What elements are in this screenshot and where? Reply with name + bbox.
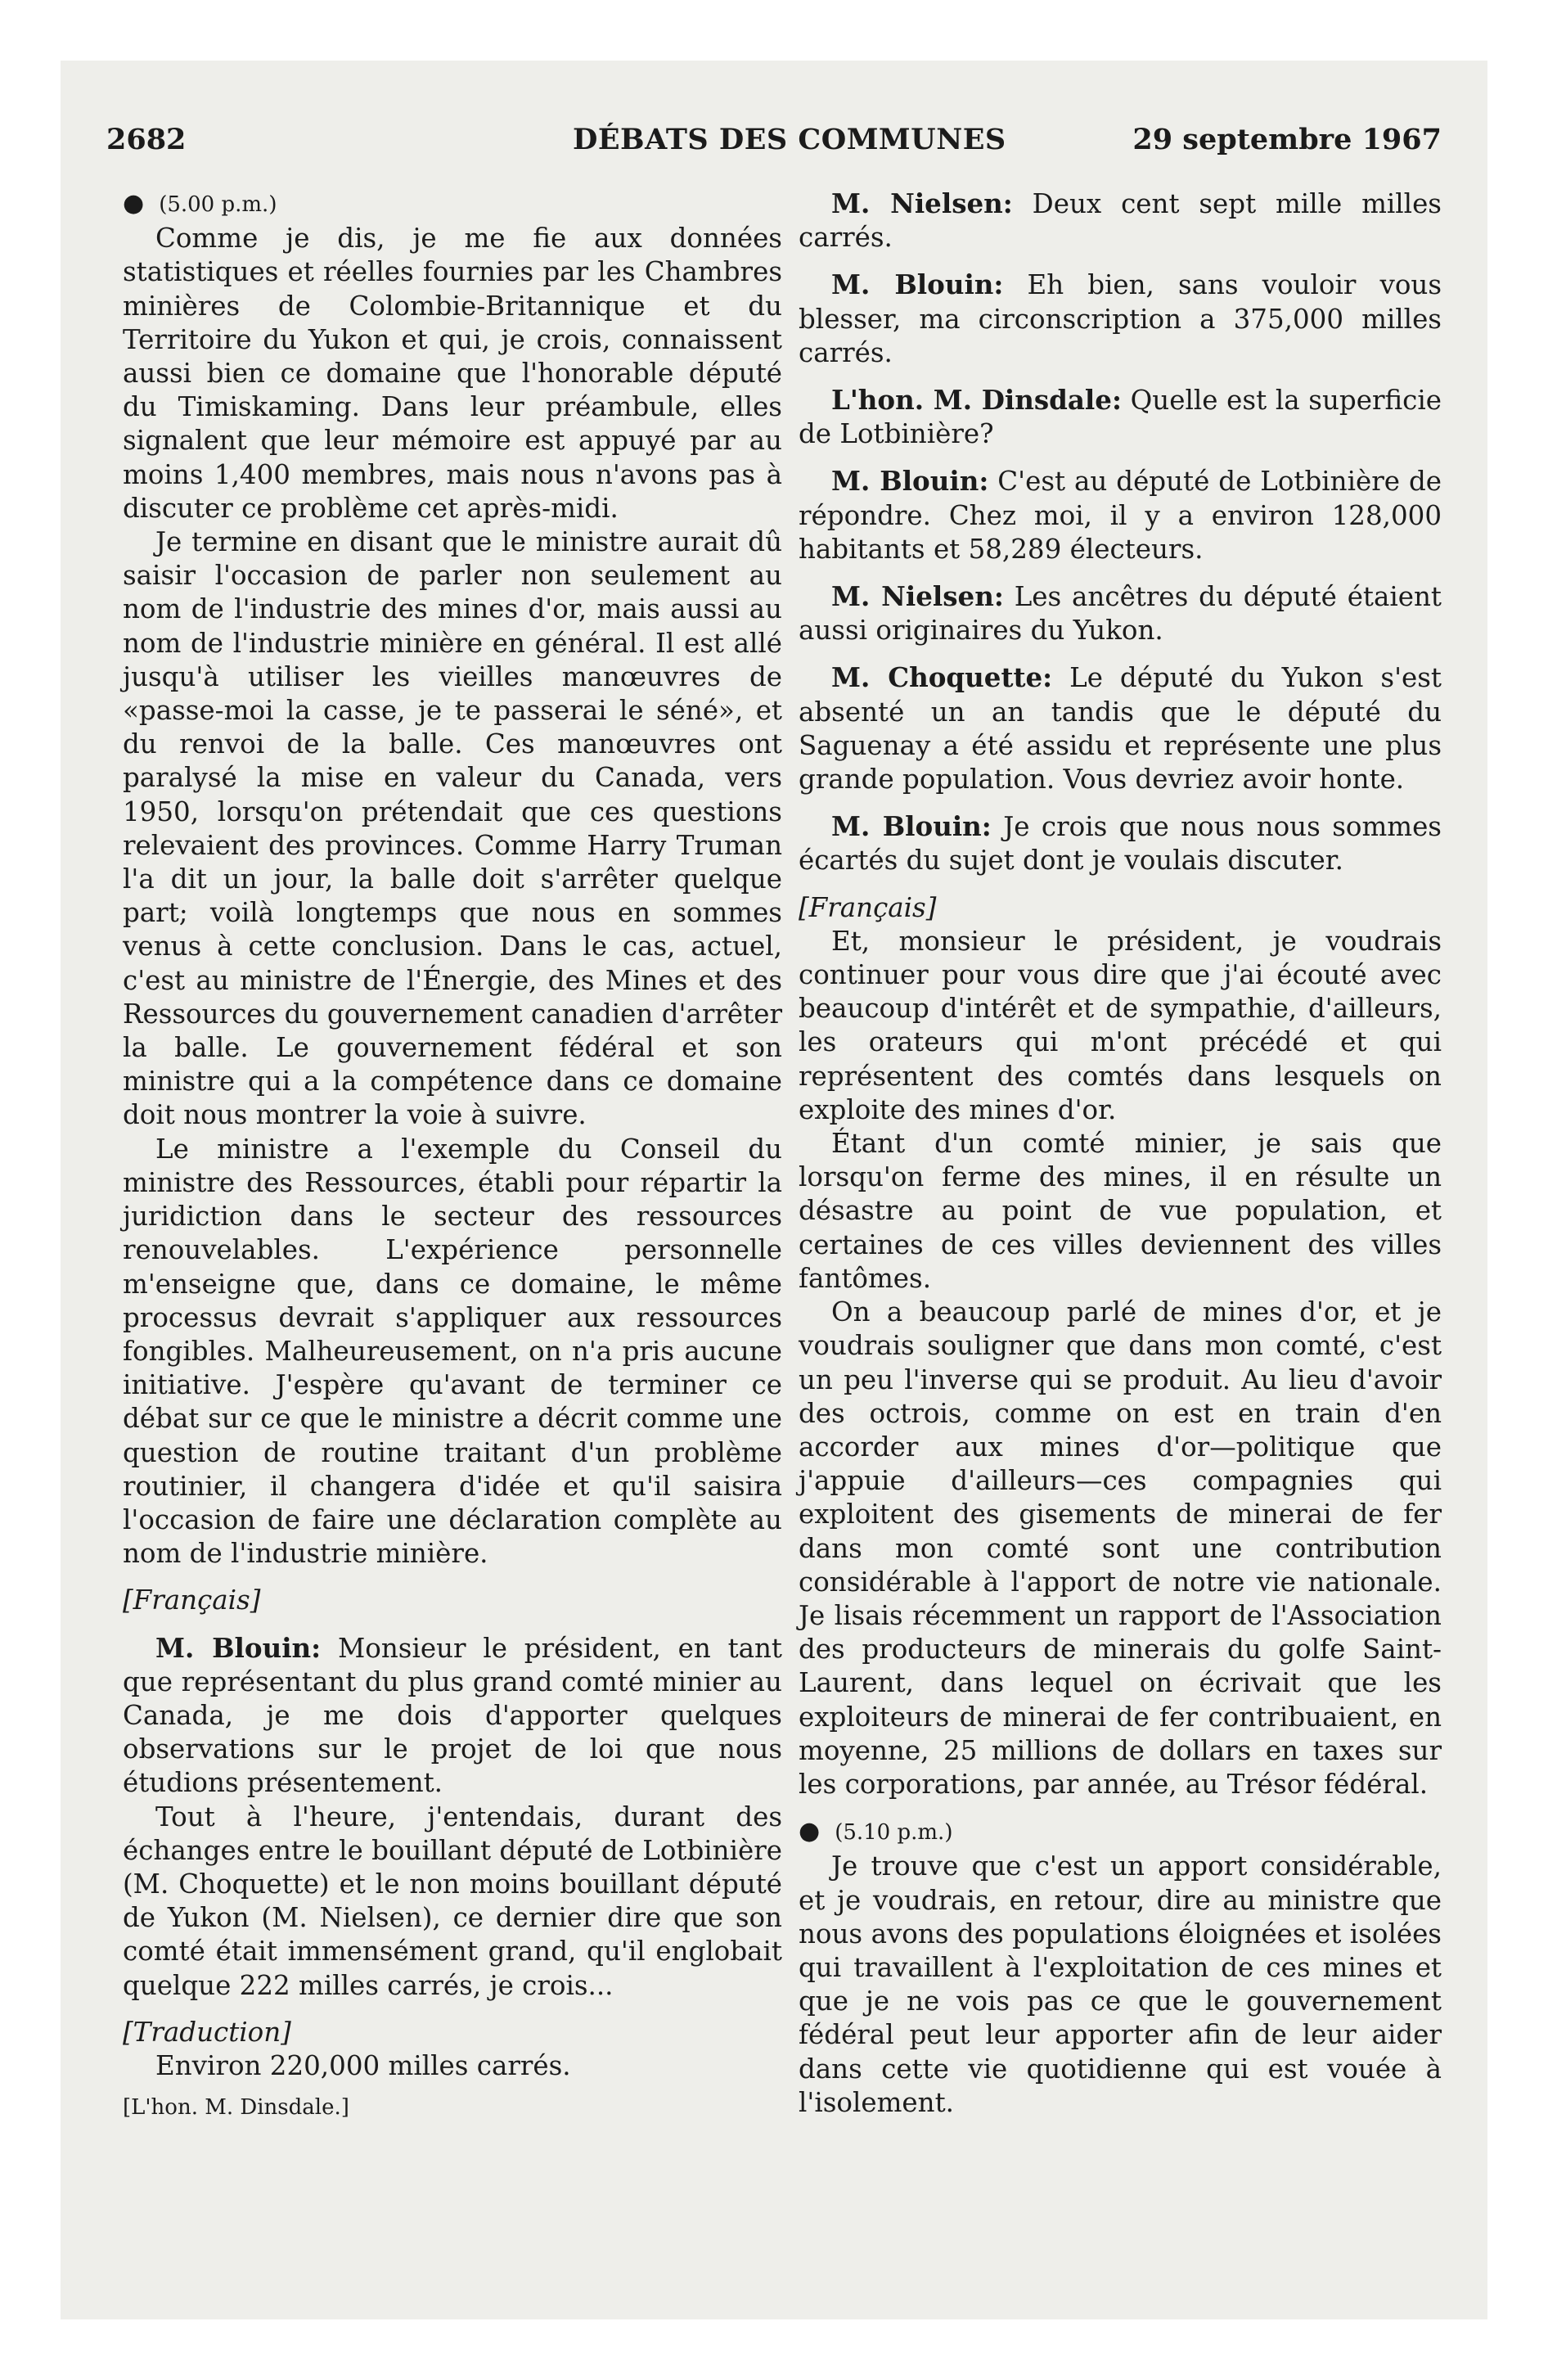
paragraph: On a beaucoup parlé de mines d'or, et je voudrais souligner que dans mon comté, c'est un peu l'inverse qui se produit. Au lieu d'avoir des octrois, comme on est en train d'en accorder aux mines d'or—politique que j'appuie d'ailleurs—ces compagnies qui exploitent des gisements de minerai de fer dans mon comté sont une contribution considérable à l'apport de notre vie nationale. Je lisais récemment un rapport de l'Association des producteurs de minerais du golfe Saint-Laurent, dans lequel on écrivait que les exploiteurs de minerai de fer contribuaient, en moyenne, 25 millions de dollars en taxes sur les corporations, par année, au Trésor fédéral. <box>799 1296 1442 1800</box>
speaker-name: M. Nielsen: <box>831 187 1013 219</box>
speaker-name: M. Blouin: <box>831 465 989 498</box>
publication-title: DÉBATS DES COMMUNES <box>573 123 1006 156</box>
time-marker <box>799 1814 1442 1850</box>
speech <box>799 579 1442 647</box>
speech-text: Les ancêtres du député étaient aussi originaires du Yukon. <box>799 581 1442 647</box>
speech <box>799 660 1442 796</box>
language-tag: [Français] <box>123 1584 261 1616</box>
time-marker <box>123 187 782 222</box>
right-column <box>799 187 1442 2120</box>
speech-text: Le député du Yukon s'est absenté un an tandis que le député du Saguenay a été assidu et représente une plus grande population. Vous devriez avoir honte. <box>799 662 1442 796</box>
speech-text: Monsieur le président, en tant que représentant du plus grand comté minier au Canada, je me dois d'apporter quelques observations sur le projet de loi que nous étudions présentement. <box>123 1632 782 1799</box>
bullet-icon: ● <box>123 189 145 218</box>
speech <box>799 187 1442 255</box>
time-text: (5.00 p.m.) <box>159 192 277 217</box>
paragraph: Je termine en disant que le ministre aurait dû saisir l'occasion de parler non seulement au nom de l'industrie des mines d'or, mais aussi au nom de l'industrie minière en général. Il est allé jusqu'à utiliser les vieilles manœuvres de «passe-moi la casse, je te passerai le séné», et du renvoi de la balle. Ces manœuvres ont paralysé la mise en valeur du Canada, vers 1950, lorsqu'on prétendait que ces questions relevaient des provinces. Comme Harry Truman l'a dit un jour, la balle doit s'arrêter quelque part; voilà longtemps que nous en sommes venus à cette conclusion. Dans le cas, actuel, c'est au ministre de l'Énergie, des Mines et des Ressources du gouvernement canadien d'arrêter la balle. Le gouvernement fédéral et son ministre qui a la compétence dans ce domaine doit nous montrer la voie à suivre. <box>123 526 782 1131</box>
paragraph: Environ 220,000 milles carrés. <box>155 2049 571 2081</box>
speaker-name: M. Nielsen: <box>831 580 1004 613</box>
speaker-signature: [L'hon. M. Dinsdale.] <box>123 2095 349 2121</box>
speech-text: C'est au député de Lotbinière de répondre. Chez moi, il y a environ 128,000 habitants et 58,289 électeurs. <box>799 466 1442 565</box>
paragraph: Et, monsieur le président, je voudrais continuer pour vous dire que j'ai écouté avec beaucoup d'intérêt et de sympathie, d'ailleurs, les orateurs qui m'ont précédé et qui représentent des comtés dans lesquels on exploite des mines d'or. <box>799 925 1442 1125</box>
speech <box>799 464 1442 566</box>
speech-text: Eh bien, sans vouloir vous blesser, ma circonscription a 375,000 milles carrés. <box>799 269 1442 368</box>
bullet-icon: ● <box>799 1817 821 1846</box>
paragraph: Tout à l'heure, j'entendais, durant des échanges entre le bouillant député de Lotbinière (M. Choquette) et le non moins bouillant député de Yukon (M. Nielsen), ce dernier dire que son comté était immensément grand, qu'il englobait quelque 222 milles carrés, je crois... <box>123 1801 782 2001</box>
speaker-name: L'hon. M. Dinsdale: <box>831 384 1122 417</box>
paragraph: Comme je dis, je me fie aux données statistiques et réelles fournies par les Chambres minières de Colombie-Britannique et du Territoire du Yukon et qui, je crois, connaissent aussi bien ce domaine que l'honorable député du Timiskaming. Dans leur préambule, elles signalent que leur mémoire est appuyé par au moins 1,400 membres, mais nous n'avons pas à discuter ce problème cet après-midi. <box>123 223 782 524</box>
speaker-name: M. Blouin: <box>155 1631 322 1664</box>
speaker-name: M. Blouin: <box>831 810 992 843</box>
paragraph: Je trouve que c'est un apport considérable, et je voudrais, en retour, dire au ministre que nous avons des populations éloignées et isolées qui travaillent à l'exploitation de ces mines et que je ne vois pas ce que le gouvernement fédéral peut leur apporter afin de leur aider dans cette vie quotidienne qui est vouée à l'isolement. <box>799 1850 1442 2118</box>
paragraph: Étant d'un comté minier, je sais que lorsqu'on ferme des mines, il en résulte un désastre au point de vue population, et certaines de ces villes deviennent des villes fantômes. <box>799 1128 1442 1294</box>
speech-text: Je crois que nous nous sommes écartés du sujet dont je voulais discuter. <box>799 811 1442 877</box>
page-number: 2682 <box>106 123 187 156</box>
speaker-name: M. Blouin: <box>831 268 1004 301</box>
speech <box>799 268 1442 370</box>
speech-text: Deux cent sept mille milles carrés. <box>799 188 1442 254</box>
language-tag: [Traduction] <box>123 2016 291 2048</box>
speech <box>123 1631 782 1801</box>
left-column <box>123 187 782 2125</box>
language-tag: [Français] <box>799 891 937 923</box>
speech <box>799 809 1442 877</box>
speech <box>799 383 1442 451</box>
publication-date: 29 septembre 1967 <box>1132 123 1442 156</box>
time-text: (5.10 p.m.) <box>835 1820 953 1846</box>
speaker-name: M. Choquette: <box>831 661 1053 694</box>
page-header <box>106 123 1442 162</box>
paragraph: Le ministre a l'exemple du Conseil du ministre des Ressources, établi pour répartir la juridiction dans le secteur des ressources renouvelables. L'expérience personnelle m'enseigne que, dans ce domaine, le même processus devrait s'appliquer aux ressources fongibles. Malheureusement, on n'a pris aucune initiative. J'espère qu'avant de terminer ce débat sur ce que le ministre a décrit comme une question de routine traitant d'un problème routinier, il changera d'idée et qu'il saisira l'occasion de faire une déclaration complète au nom de l'industrie minière. <box>123 1133 782 1570</box>
speech-text: Quelle est la superficie de Lotbinière? <box>799 385 1442 450</box>
